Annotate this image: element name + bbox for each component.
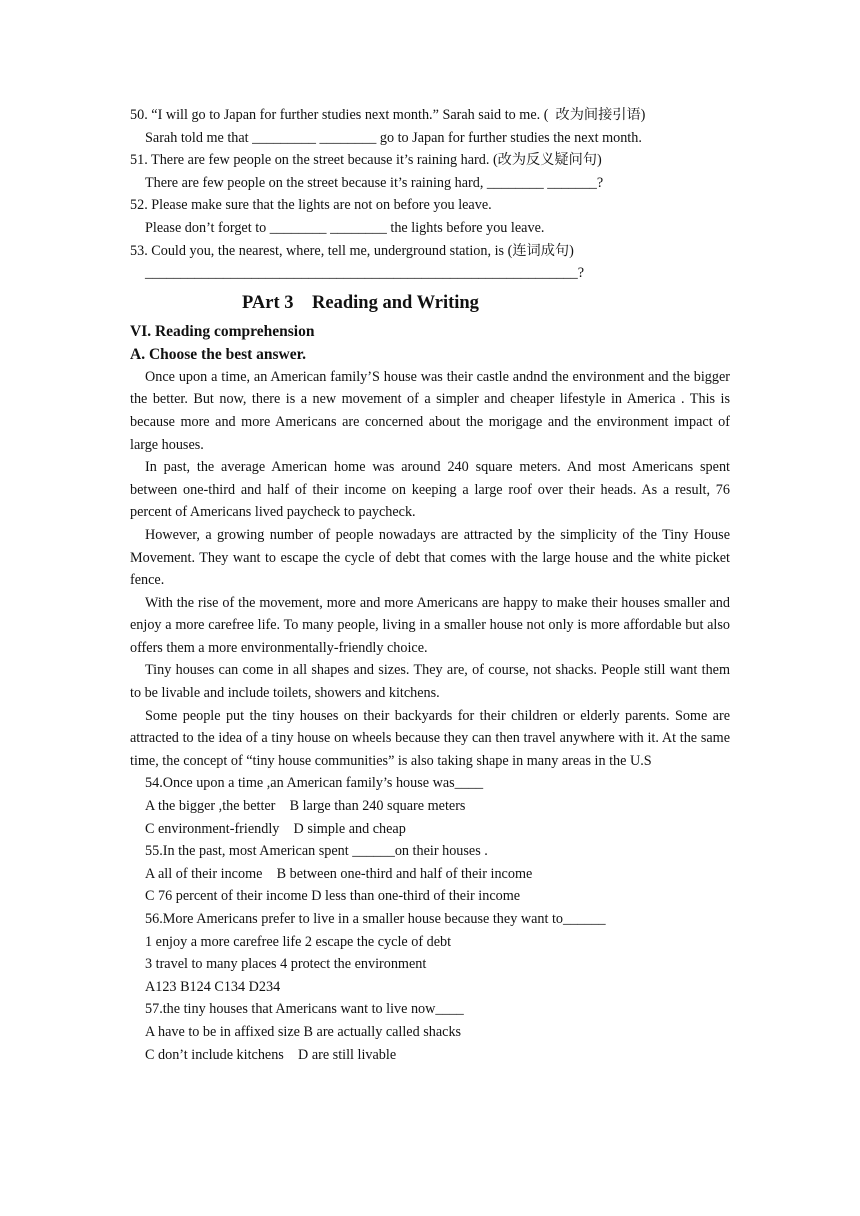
exercise-51 [130, 149, 730, 194]
reading-passage [130, 366, 730, 773]
passage-paragraph: Once upon a time, an American family’S house was their castle andnd the environment and the bigger the better. But now, there is a new movement of a simpler and cheaper lifestyle in America . This is because more and more Americans are concerned about the morigage and the environment impact of large houses. [130, 368, 730, 453]
question-line: 56.More Americans prefer to live in a smaller house because they want to______ [145, 911, 606, 927]
question-option-line: C don’t include kitchens D are still livable [145, 1046, 397, 1063]
document-page [130, 104, 730, 1066]
question-line: 55.In the past, most American spent ______on their houses . [145, 843, 488, 860]
passage-paragraph: In past, the average American home was around 240 square meters. And most Americans spent between one-third and half of their income on keeping a large roof over their heads. As a result, 76 percent of Americans lived paycheck to paycheck. [130, 459, 730, 521]
question-line: 57.the tiny houses that Americans want to live now____ [145, 1001, 464, 1018]
passage-paragraph: However, a growing number of people nowadays are attracted by the simplicity of the Tiny House Movement. They want to escape the cycle of debt that comes with the large house and the white picket fence. [130, 526, 730, 589]
exercise-52 [130, 194, 730, 239]
part-title: PArt 3 Reading and Writing [242, 292, 479, 313]
question-line: 54.Once upon a time ,an American family’s house was____ [145, 775, 484, 792]
exercise-question: 51. There are few people on the street because it’s raining hard. (改为反义疑问句) [130, 152, 602, 169]
exercise-question: 52. Please make sure that the lights are not on before you leave. [130, 197, 492, 214]
exercise-answer-line: _____________________________________________________________? [145, 265, 585, 282]
exercise-50 [130, 104, 730, 149]
passage-paragraph: With the rise of the movement, more and more Americans are happy to make their houses smaller and enjoy a more carefree life. To many people, living in a smaller house not only is more affordable but also offers them a more environmentally-friendly choice. [130, 594, 730, 656]
subsection-title: A. Choose the best answer. [130, 345, 306, 363]
question-option-line: 3 travel to many places 4 protect the environment [145, 956, 427, 973]
question-option-line: A123 B124 C134 D234 [145, 978, 281, 995]
passage-paragraph: Some people put the tiny houses on their backyards for their children or elderly parents. Some are attracted to the idea of a tiny house on wheels because they can then travel anywhere with it. At the same time, the concept of “tiny house communities” is also taking shape in many areas in the U.S [130, 707, 730, 769]
question-option-line: A the bigger ,the better B large than 240 square meters [145, 798, 466, 815]
exercise-answer-line: There are few people on the street because it’s raining hard, ________ _______? [145, 174, 604, 191]
exercise-answer-line: Sarah told me that _________ ________ go to Japan for further studies the next month. [145, 129, 642, 146]
question-option-line: A have to be in affixed size B are actually called shacks [145, 1023, 462, 1040]
question-option-line: C environment-friendly D simple and cheap [145, 820, 406, 837]
exercise-53 [130, 240, 730, 285]
question-option-line: C 76 percent of their income D less than one-third of their income [145, 888, 521, 905]
question-option-line: A all of their income B between one-third and half of their income [145, 865, 533, 882]
exercise-answer-line: Please don’t forget to ________ ________ the lights before you leave. [145, 219, 545, 236]
question-option-line: 1 enjoy a more carefree life 2 escape the cycle of debt [145, 933, 452, 950]
question-list [130, 772, 730, 1066]
exercise-question: 53. Could you, the nearest, where, tell me, underground station, is (连词成句) [130, 242, 574, 259]
section-title: VI. Reading comprehension [130, 322, 315, 340]
exercise-question: 50. “I will go to Japan for further studies next month.” Sarah said to me. ( 改为间接引语) [130, 107, 646, 123]
passage-paragraph: Tiny houses can come in all shapes and sizes. They are, of course, not shacks. People still want them to be livable and include toilets, showers and kitchens. [130, 662, 730, 702]
